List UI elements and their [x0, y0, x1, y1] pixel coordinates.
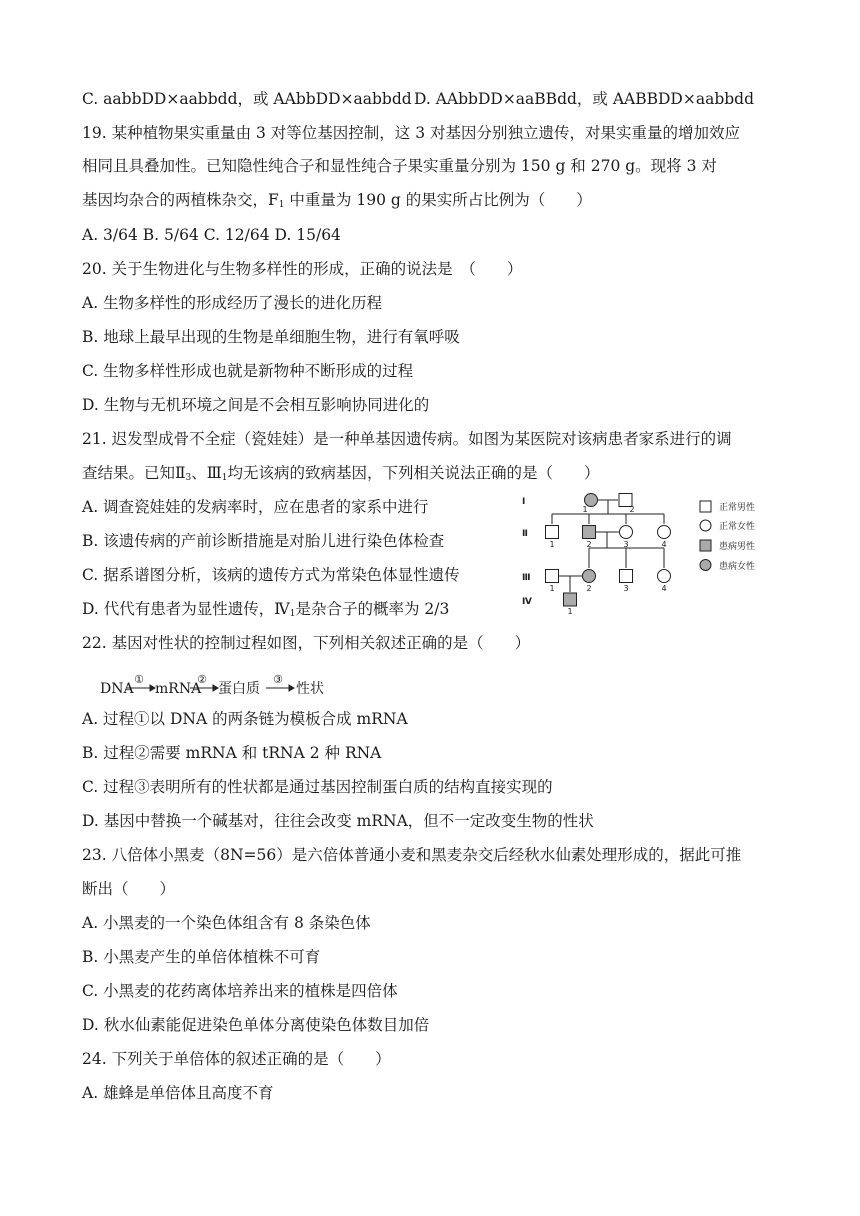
flow-dna: DNA	[100, 681, 134, 697]
gene-expression-flow	[100, 673, 360, 699]
pedigree-gen-label: Ⅱ	[522, 529, 528, 539]
q23-stem-line2: 断出（ ）	[82, 880, 176, 898]
q22-option-c: C. 过程③表明所有的性状都是通过基因控制蛋白质的结构直接实现的	[82, 778, 553, 796]
pedigree-number: 2	[629, 505, 635, 514]
pedigree-ii4-normal-female	[658, 526, 671, 539]
pedigree-ii2-affected-male	[583, 526, 596, 539]
pedigree-number: 2	[586, 540, 592, 549]
flow-step-1: ①	[134, 673, 144, 686]
pedigree-gen-label: Ⅳ	[522, 597, 532, 607]
q22-option-b: B. 过程②需要 mRNA 和 tRNA 2 种 RNA	[82, 744, 382, 762]
flow-mrna: mRNA	[155, 681, 202, 697]
legend-normal-female-icon	[700, 520, 711, 531]
pedigree-gen-label: Ⅲ	[522, 573, 531, 583]
q21-option-a: A. 调查瓷娃娃的发病率时，应在患者的家系中进行	[82, 498, 429, 516]
q24-stem: 24. 下列关于单倍体的叙述正确的是（ ）	[82, 1050, 391, 1068]
pedigree-iii2-affected-female	[583, 570, 596, 583]
q21-option-b: B. 该遗传病的产前诊断措施是对胎儿进行染色体检查	[82, 532, 445, 550]
q23-option-c: C. 小黑麦的花药离体培养出来的植株是四倍体	[82, 982, 398, 1000]
q18-option-c: C. aabbDD×aabbdd，或 AAbbDD×aabbdd	[82, 90, 412, 108]
q23-option-d: D. 秋水仙素能促进染色单体分离使染色体数目加倍	[82, 1016, 430, 1034]
pedigree-iv1-affected-male	[564, 593, 577, 606]
q20-stem: 20. 关于生物进化与生物多样性的形成，正确的说法是 （ ）	[82, 260, 523, 278]
legend-affected-male-icon	[700, 540, 711, 551]
pedigree-iii4-normal-female	[658, 570, 671, 583]
pedigree-number: 1	[549, 584, 555, 593]
pedigree-iii1-normal-male	[546, 570, 559, 583]
legend-label: 患病男性	[719, 542, 756, 552]
q19-options: A. 3/64 B. 5/64 C. 12/64 D. 15/64	[82, 226, 341, 244]
q20-option-d: D. 生物与无机环境之间是不会相互影响协同进化的	[82, 396, 430, 414]
legend-label: 正常男性	[719, 503, 756, 513]
q22-option-a: A. 过程①以 DNA 的两条链为模板合成 mRNA	[82, 710, 408, 728]
flow-step-3: ③	[273, 673, 283, 686]
q19-stem-line2: 相同且具叠加性。已知隐性纯合子和显性纯合子果实重量分别为 150 g 和 270 g。现将 3 对	[82, 157, 717, 175]
legend-label: 患病女性	[719, 562, 756, 572]
legend-affected-female-icon	[700, 560, 711, 571]
flow-protein: 蛋白质	[218, 681, 260, 697]
pedigree-iii3-normal-male	[620, 570, 633, 583]
pedigree-ii1-normal-male	[546, 526, 559, 539]
pedigree-number: 2	[586, 584, 592, 593]
legend-normal-male-icon	[700, 501, 711, 512]
q22-option-d: D. 基因中替换一个碱基对，往往会改变 mRNA，但不一定改变生物的性状	[82, 812, 594, 830]
flow-step-2: ②	[197, 673, 207, 686]
q20-option-b: B. 地球上最早出现的生物是单细胞生物，进行有氧呼吸	[82, 328, 460, 346]
pedigree-number: 1	[582, 505, 588, 514]
pedigree-number: 4	[661, 540, 667, 549]
pedigree-number: 3	[623, 584, 629, 593]
q21-option-c: C. 据系谱图分析，该病的遗传方式为常染色体显性遗传	[82, 566, 460, 584]
q24-option-a: A. 雄蜂是单倍体且高度不育	[82, 1084, 274, 1102]
q19-stem-line3: 基因均杂合的两植株杂交，$F_1$ 中重量为 190 g 的果实所占比例为（ ）	[82, 191, 592, 210]
q21-option-d: D. 代代有患者为显性遗传，$Ⅳ_1$是杂合子的概率为 2/3	[82, 600, 450, 619]
q21-stem-line2: 查结果。已知$Ⅱ_3$、$Ⅲ_1$均无该病的致病基因，下列相关说法正确的是（ ）	[82, 464, 600, 483]
legend-label: 正常女性	[719, 522, 756, 532]
flow-trait: 性状	[296, 681, 324, 697]
q20-option-a: A. 生物多样性的形成经历了漫长的进化历程	[82, 294, 383, 312]
q21-stem-line1: 21. 迟发型成骨不全症（瓷娃娃）是一种单基因遗传病。如图为某医院对该病患者家系进行的调	[82, 430, 732, 448]
q18-option-d: D. AAbbDD×aaBBdd，或 AABBDD×aabbdd	[414, 90, 755, 108]
pedigree-gen-label: Ⅰ	[522, 497, 526, 507]
q20-option-c: C. 生物多样性形成也就是新物种不断形成的过程	[82, 362, 414, 380]
q23-stem-line1: 23. 八倍体小黑麦（8N=56）是六倍体普通小麦和黑麦杂交后经秋水仙素处理形成的，据此可推	[82, 846, 742, 864]
q23-option-b: B. 小黑麦产生的单倍体植株不可育	[82, 948, 321, 966]
q19-stem-line1: 19. 某种植物果实重量由 3 对等位基因控制，这 3 对基因分别独立遗传，对果实重量的增加效应	[82, 124, 741, 142]
pedigree-number: 1	[567, 607, 573, 616]
pedigree-number: 3	[623, 540, 629, 549]
q22-stem: 22. 基因对性状的控制过程如图，下列相关叙述正确的是（ ）	[82, 634, 531, 652]
q23-option-a: A. 小黑麦的一个染色体组含有 8 条染色体	[82, 914, 371, 932]
pedigree-chart	[522, 488, 812, 616]
pedigree-ii3-normal-female	[620, 526, 633, 539]
pedigree-number: 1	[549, 540, 555, 549]
pedigree-number: 4	[661, 584, 667, 593]
